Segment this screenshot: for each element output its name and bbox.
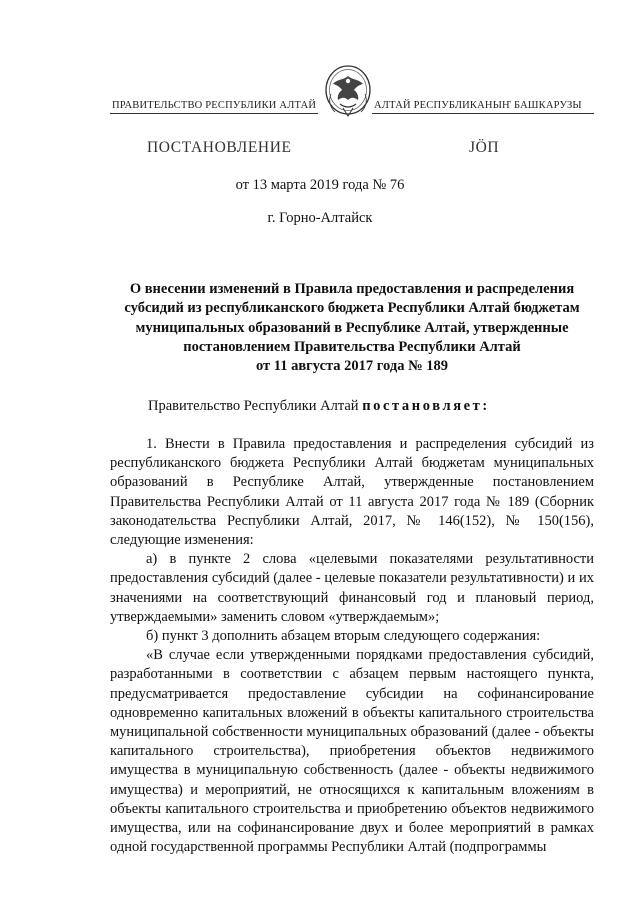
paragraph: б) пункт 3 дополнить абзацем вторым следующего содержания:: [146, 628, 541, 645]
preamble-subject: Правительство Республики Алтай: [148, 398, 359, 414]
document-date-number: от 13 марта 2019 года № 76: [235, 177, 405, 193]
doc-type-russian: ПОСТАНОВЛЕНИЕ: [147, 139, 292, 156]
preamble: [148, 398, 490, 415]
document-city: г. Горно-Алтайск: [267, 210, 373, 226]
document-title: [110, 280, 594, 376]
paragraph: «В случае если утвержденными порядками предоставления субсидий, разработанными в соответствии с абзацем первым настоящего пункта, предусматривается предоставление субсидии на софинансирование одновременно капитальных вложений в объекты капитального строительства муниципальной собственности муниципальных образований (далее - объекты капитального строительства), приобретения объектов недвижимого имущества в муниципальную собственность (далее - объекты недвижимого имущества) и мероприятий, не относящихся к капитальным вложениям в объекты капитального строительства и приобретению объектов недвижимого имущества, или на софинансирование двух и более мероприятий в рамках одной государственной программы Республики Алтай (подпрограммы: [110, 647, 594, 856]
government-name-altai: АЛТАЙ РЕСПУБЛИКАНЫҤ БАШКАРУЗЫ: [374, 100, 582, 111]
title-line: постановлением Правительства Республики Алтай: [183, 338, 521, 355]
title-line: муниципальных образований в Республике Алтай, утвержденные: [135, 319, 569, 336]
government-name-russian: ПРАВИТЕЛЬСТВО РЕСПУБЛИКИ АЛТАЙ: [112, 100, 317, 111]
doc-type-altai: ЈӦП: [469, 139, 500, 156]
paragraph: а) в пункте 2 слова «целевыми показателями результативности предоставления субсидий (далее - целевые показатели результативности) и их значениями на соответствующий финансовый год и плановый период, утверждаемыми» заменить словом «утверждаемым»;: [110, 551, 594, 625]
document-body: [110, 435, 594, 857]
title-line: О внесении изменений в Правила предоставления и распределения: [129, 281, 575, 297]
paragraph: 1. Внести в Правила предоставления и распределения субсидий из республиканского бюджета Республики Алтай бюджетам муниципальных образований в Республике Алтай, утвержденные постановлением Правительства Республики Алтай от 11 августа 2017 года № 189 (Сборник законодательства Республики Алтай, 2017, № 146(152), № 150(156), следующие изменения:: [110, 436, 594, 549]
preamble-verb: постановляет:: [362, 398, 490, 414]
header-rule-left: [110, 113, 318, 114]
header-rule-right: [372, 113, 594, 114]
title-line: от 11 августа 2017 года № 189: [255, 358, 449, 375]
title-line: субсидий из республиканского бюджета Республики Алтай бюджетам: [124, 300, 580, 317]
coat-of-arms-icon: [323, 64, 373, 122]
